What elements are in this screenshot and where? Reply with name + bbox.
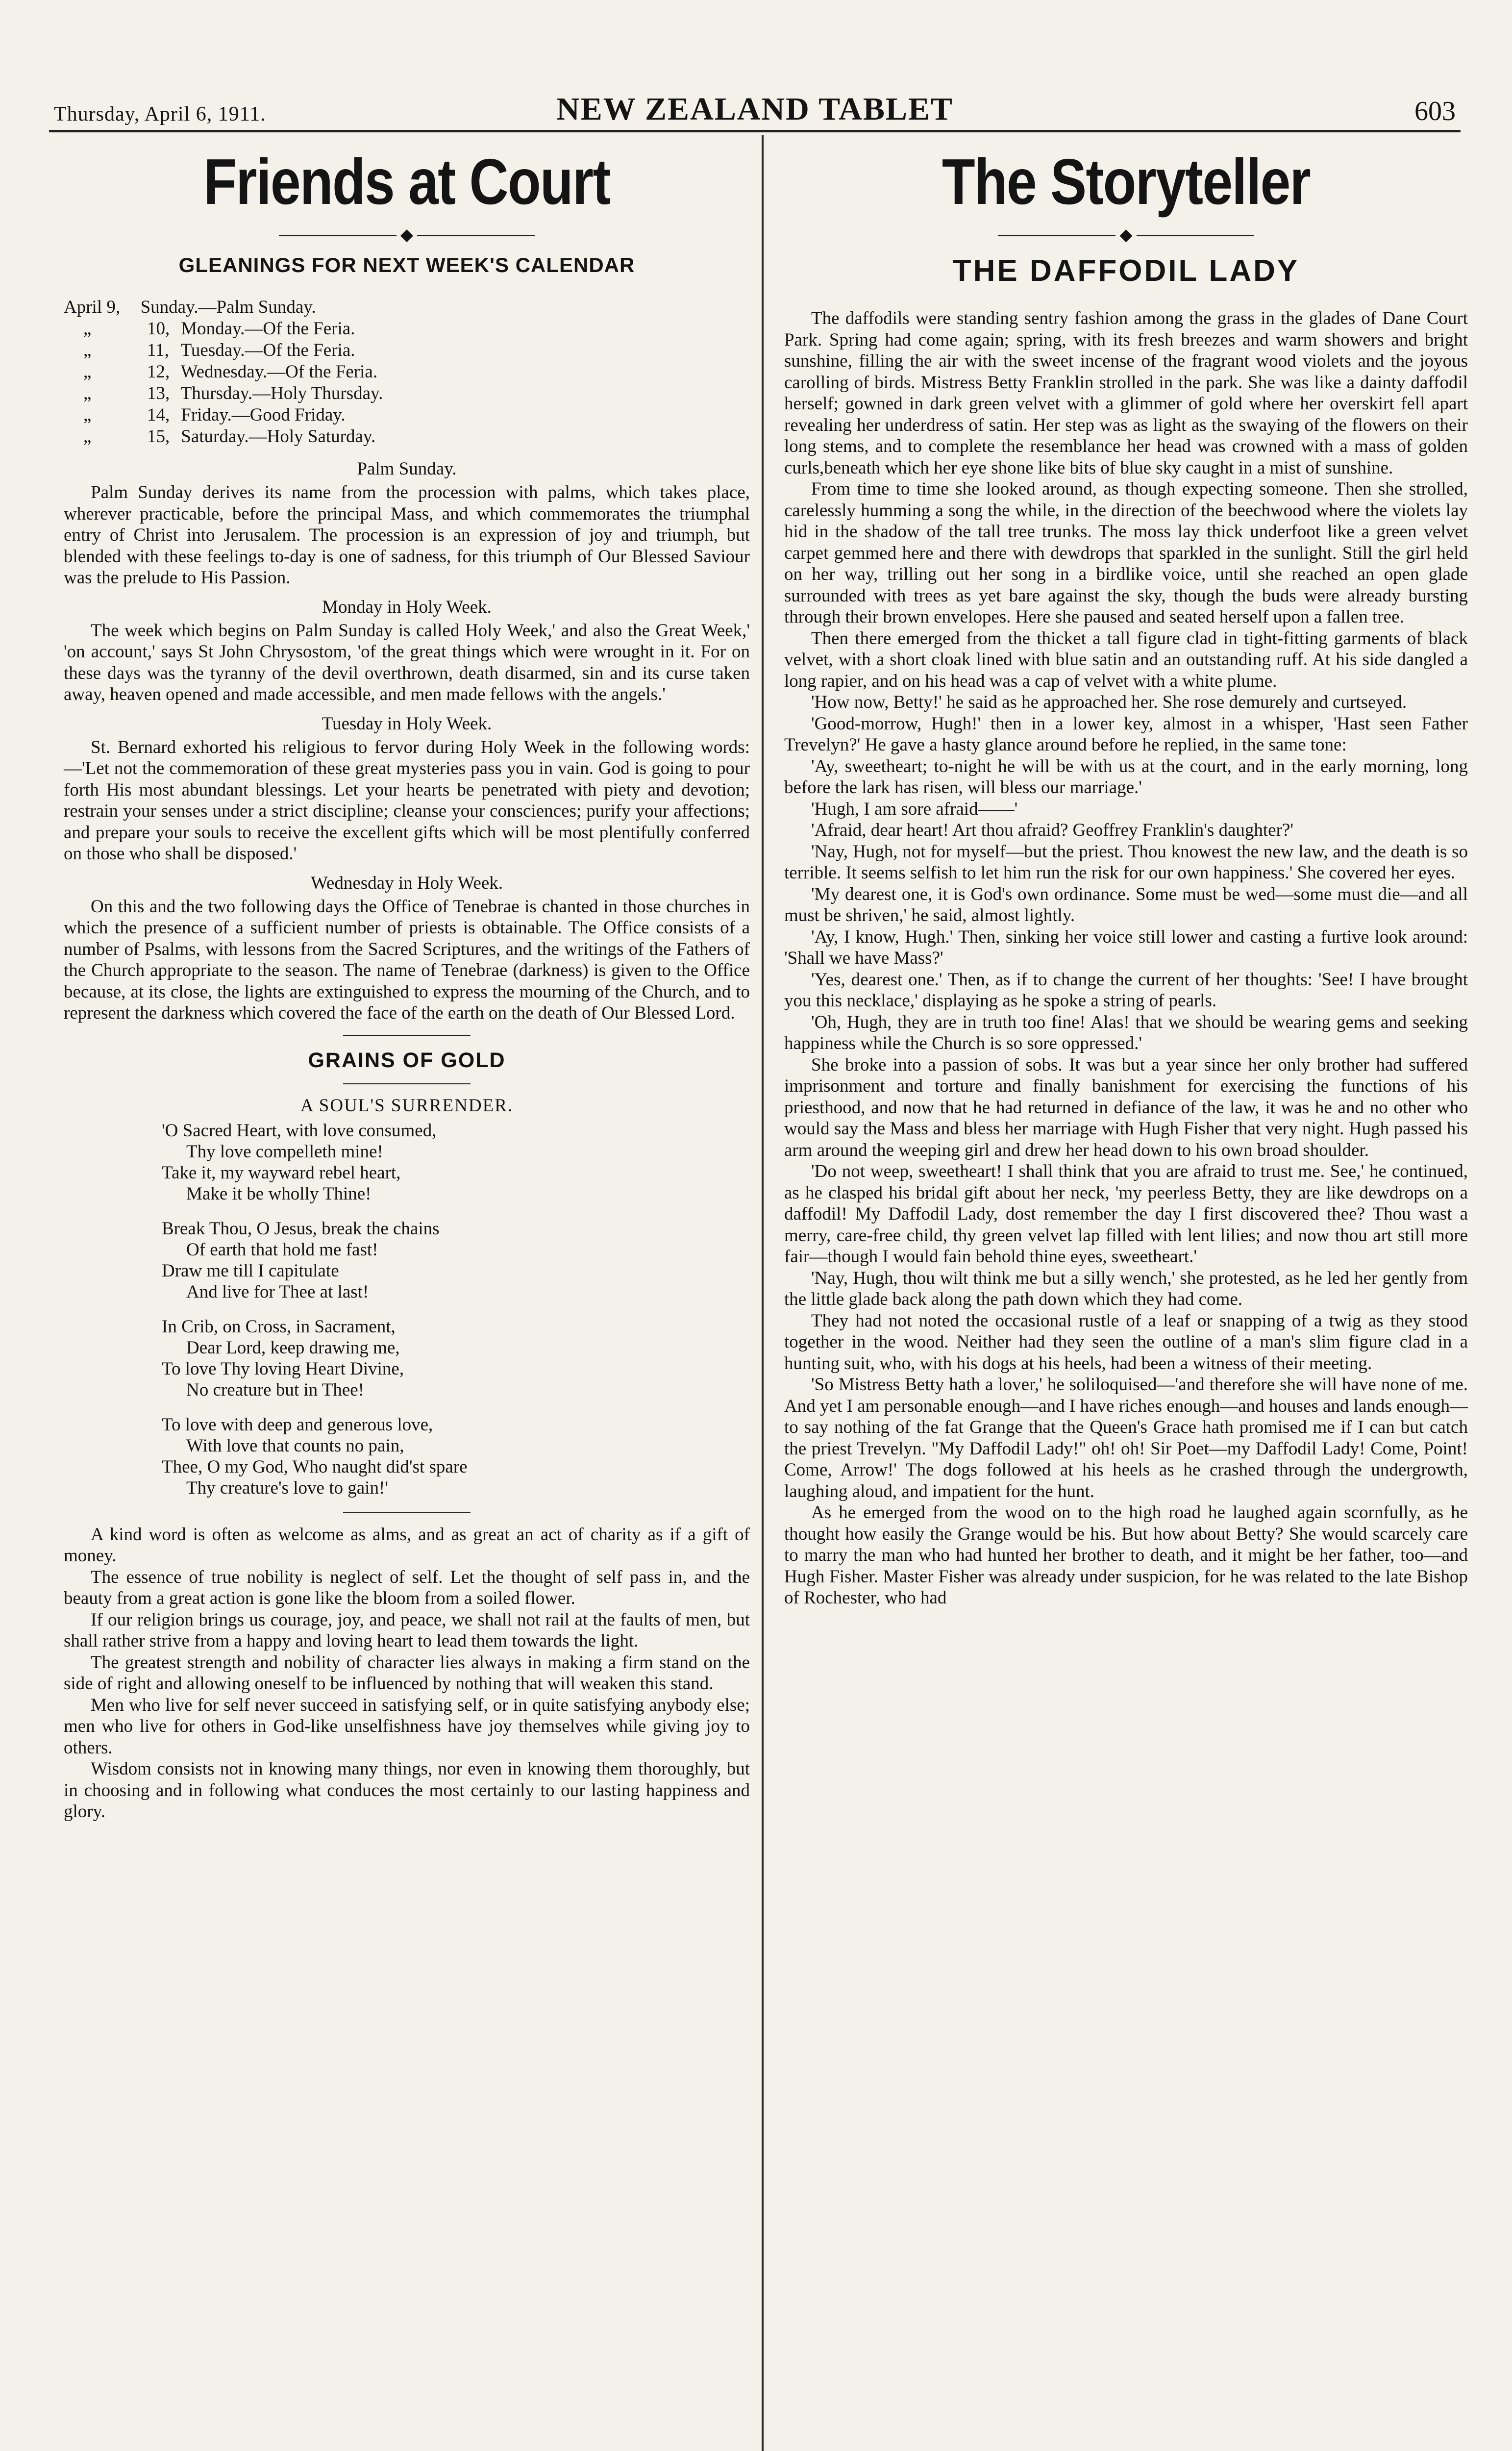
saying-paragraph: If our religion brings us courage, joy, and peace, we shall not rail at the faults of men, but shall rather strive from a happy and loving heart to lead them towards the light. <box>64 1609 750 1651</box>
calendar-list <box>64 297 750 448</box>
story-paragraph: 'Ay, sweetheart; to-night he will be with us at the court, and in the early morning, long before the lark has risen, will bless our marriage.' <box>784 756 1468 798</box>
story-paragraph: From time to time she looked around, as though expecting someone. Then she strolled, carelessly humming a song the while, in the direction of the beechwood where the violets lay hid in the shadow of the tall tree trunks. The moss lay thick underfoot like a green velvet carpet gemmed here and there with dewdrops that sparkled in the sunlight. Still the girl held on her way, trilling out her song in a birdlike voice, until she reached an open glade surrounded with trees as yet bare against the sky, though the buds were already bursting through their brown envelopes. Here she paused and seated herself upon a fallen tree. <box>784 479 1468 627</box>
calendar-text: Wednesday.—Of the Feria. <box>180 362 378 382</box>
poem-line: To love Thy loving Heart Divine, <box>162 1358 404 1379</box>
story-paragraph: 'My dearest one, it is God's own ordinance. Some must be wed—some must die—and all must be shriven,' he said, almost lightly. <box>784 884 1468 925</box>
calendar-row <box>64 361 750 383</box>
poem-line: Draw me till I capitulate <box>162 1260 339 1281</box>
calendar-text: Saturday.—Holy Saturday. <box>181 426 376 447</box>
poem-line: Take it, my wayward rebel heart, <box>162 1162 401 1183</box>
story-paragraph: 'How now, Betty!' he said as he approached her. She rose demurely and curtseyed. <box>811 692 1407 712</box>
section-body: On this and the two following days the Office of Tenebrae is chanted in those churches in which the presence of a sufficient number of priests is obtainable. The Office consists of a number of Psalms, with lessons from the Sacred Scriptures, and the writings of the Fathers of the Church appropriate to the season. The name of Tenebrae (darkness) is given to the Office because, at its close, the lights are extinguished to express the mourning of the Church, and to represent the darkness which covered the face of the earth on the death of Our Blessed Lord. <box>64 896 750 1023</box>
poem-line: To love with deep and generous love, <box>162 1414 433 1435</box>
saying-paragraph: Wisdom consists not in knowing many things, nor even in knowing them thoroughly, but in choosing and in following what conduces the most certainly to our lasting happiness and glory. <box>64 1759 750 1822</box>
story-paragraph: As he emerged from the wood on to the high road he laughed again scornfully, as he thought how easily the Grange would be his. But how about Betty? She would scarcely care to marry the man who had hunted her brother to death, and it might be her father, too—and Hugh Fisher. Master Fisher was already under suspicion, for he was related to the late Bishop of Rochester, who had <box>784 1502 1468 1608</box>
right-column <box>784 142 1468 1609</box>
section-heading: Tuesday in Holy Week. <box>322 713 492 734</box>
calendar-day: 11, <box>147 340 169 360</box>
calendar-prefix: „ <box>83 362 92 382</box>
calendar-prefix: April <box>64 297 102 317</box>
calendar-row <box>64 383 750 404</box>
section-heading: Wednesday in Holy Week. <box>310 873 503 893</box>
story-paragraph: 'Nay, Hugh, not for myself—but the priest. Thou knowest the new law, and the death is so terrible. It seems selfish to let him run the risk for our own happiness.' She covered her eyes. <box>784 841 1468 883</box>
poem-line: Thee, O my God, Who naught did'st spare <box>162 1456 468 1477</box>
calendar-day: 12, <box>147 362 170 382</box>
calendar-day: 10, <box>147 319 170 339</box>
saying-paragraph: Men who live for self never succeed in satisfying self, or in quite satisfying anybody else; men who live for others in God-like unselfishness have joy themselves while giving joy to others. <box>64 1695 750 1758</box>
calendar-text: Tuesday.—Of the Feria. <box>180 340 355 360</box>
story-paragraph: 'Nay, Hugh, thou wilt think me but a silly wench,' she protested, as he led her gently from the little glade back along the path down which they had come. <box>784 1268 1468 1309</box>
section-heading: Monday in Holy Week. <box>322 597 492 617</box>
poem-stanza <box>162 1120 750 1204</box>
poem-line: Break Thou, O Jesus, break the chains <box>162 1218 440 1239</box>
poem-title: A SOUL'S SURRENDER. <box>300 1095 514 1116</box>
section-body: The week which begins on Palm Sunday is called Holy Week,' and also the Great Week,' 'on account,' says St John Chrysostom, 'of the great things which were wrought in it. For on these days was the tyranny of the devil overthrown, death disarmed, sin and its curse taken away, heaven opened and made accessible, and men made fellows with the angels.' <box>64 620 750 704</box>
page-header <box>49 91 1461 132</box>
poem-line: Thy creature's love to gain!' <box>186 1477 388 1498</box>
calendar-text: Friday.—Good Friday. <box>181 405 346 425</box>
calendar-text: Sunday.—Palm Sunday. <box>140 297 316 317</box>
poem-stanza <box>162 1316 750 1401</box>
poem-line: With love that counts no pain, <box>186 1435 404 1456</box>
column-divider <box>762 135 764 2451</box>
poem-line: No creature but in Thee! <box>186 1379 364 1400</box>
poem-line: Dear Lord, keep drawing me, <box>186 1337 400 1358</box>
story-paragraph: She broke into a passion of sobs. It was but a year since her only brother had suffered imprisonment and torture and finally banishment for exercising the functions of his priesthood, and now that he had returned in defiance of the law, it was he and no other who would say the Mass and bless her marriage with Hugh Fisher that very night. Hugh passed his arm around the weeping girl and drew her head down to his own broad shoulder. <box>784 1054 1468 1160</box>
calendar-subtitle: GLEANINGS FOR NEXT WEEK'S CALENDAR <box>178 253 635 276</box>
poem-line: And live for Thee at last! <box>186 1281 369 1302</box>
story-paragraph: 'So Mistress Betty hath a lover,' he soliloquised—'and therefore she will have none of me. And yet I am personable enough—and I have riches enough—and houses and lands enough—to say nothing of the fat Grange that the Queen's Grace hath promised me if I can but catch the priest Trevelyn. "My Daffodil Lady!" oh! oh! Sir Poet—my Daffodil Lady! Come, Point! Come, Arrow!' The dogs followed at his heels as he crashed through the undergrowth, laughing aloud, and impatient for the hunt. <box>784 1375 1468 1501</box>
saying-paragraph: The greatest strength and nobility of character lies always in making a firm stand on the side of right and allowing oneself to be influenced by nothing that will weaken this stand. <box>64 1652 750 1694</box>
story-paragraph: The daffodils were standing sentry fashion among the grass in the glades of Dane Court Park. Spring had come again; spring, with its fresh breezes and warm showers and bright sunshine, filling the air with the sweet incense of the fragrant wood violets and the joyous carolling of birds. Mistress Betty Franklin strolled in the park. She was like a dainty daffodil herself; gowned in dark green velvet with a glimmer of gold where her overskirt fell apart revealing her underdress of satin. Her step was as light as the swaying of the flowers on their long stems, and to complete the resemblance her head was crowned with a mass of golden curls,beneath which her eye shone like bits of blue sky caught in a mist of sunshine. <box>784 308 1468 478</box>
story-paragraph: 'Afraid, dear heart! Art thou afraid? Geoffrey Franklin's daughter?' <box>811 820 1294 840</box>
calendar-day: 13, <box>147 383 170 403</box>
rule-divider <box>343 1083 471 1084</box>
calendar-row <box>64 426 750 448</box>
poem-line: 'O Sacred Heart, with love consumed, <box>162 1120 437 1141</box>
story-paragraph: 'Yes, dearest one.' Then, as if to change the current of her thoughts: 'See! I have brought you this necklace,' displaying as he spoke a string of pearls. <box>784 969 1468 1011</box>
saying-paragraph: The essence of true nobility is neglect of self. Let the thought of self pass in, and the beauty from a great action is gone like the bloom from a soiled flower. <box>64 1567 750 1608</box>
saying-paragraph: A kind word is often as welcome as alms, and as great an act of charity as if a gift of money. <box>64 1524 750 1566</box>
section-body: St. Bernard exhorted his religious to fervor during Holy Week in the following words:—'Let not the commemoration of these great mysteries pass you in vain. God is going to pour forth His most abundant blessings. Let your hearts be penetrated with piety and devotion; restrain your senses under a strict discipline; cleanse your consciences; purify your affections; and prepare your souls to receive the excellent gifts which will be most plentifully conferred on those who shall be disposed.' <box>64 737 750 864</box>
calendar-day: 15, <box>147 426 170 447</box>
grains-of-gold-heading: GRAINS OF GOLD <box>308 1048 506 1072</box>
story-paragraph: 'Good-morrow, Hugh!' then in a lower key, almost in a whisper, 'Hast seen Father Trevelyn?' He gave a hasty glance around before he replied, in the same tone: <box>784 713 1468 755</box>
calendar-prefix: „ <box>83 319 92 339</box>
page-number: 603 <box>1414 96 1456 126</box>
left-column <box>64 142 750 1823</box>
calendar-row <box>64 340 750 361</box>
poem-line: Of earth that hold me fast! <box>186 1239 378 1260</box>
story-title: THE DAFFODIL LADY <box>952 254 1300 288</box>
rule-divider <box>343 1035 471 1036</box>
poem-line: Thy love compelleth mine! <box>186 1141 383 1162</box>
calendar-text: Monday.—Of the Feria. <box>181 319 355 339</box>
poem <box>64 1120 750 1499</box>
calendar-row <box>64 404 750 426</box>
story-paragraph: Then there emerged from the thicket a tall figure clad in tight-fitting garments of black velvet, with a short cloak lined with blue satin and an outstanding ruff. At his side dangled a long rapier, and on his head was a cap of velvet with a white plume. <box>784 628 1468 691</box>
storyteller-title: The Storyteller <box>942 146 1311 218</box>
poem-stanza <box>162 1218 750 1302</box>
story-paragraph: 'Oh, Hugh, they are in truth too fine! Alas! that we should be wearing gems and seeking happiness while the Church is so sore oppressed.' <box>784 1012 1468 1053</box>
poem-line: In Crib, on Cross, in Sacrament, <box>162 1316 396 1337</box>
calendar-prefix: „ <box>83 426 92 447</box>
calendar-prefix: „ <box>83 383 92 403</box>
poem-stanza <box>162 1414 750 1499</box>
section-heading: Palm Sunday. <box>357 459 457 479</box>
calendar-prefix: „ <box>83 340 92 360</box>
section-body: Palm Sunday derives its name from the procession with palms, which takes place, wherever practicable, before the principal Mass, and which commemorates the triumphal entry of Christ into Jerusalem. The procession is an expression of joy and triumph, but blended with these feelings to-day is one of sadness, for this triumph of Our Blessed Saviour was the prelude to His Passion. <box>64 482 750 588</box>
ornament-divider: ◆ <box>64 226 750 244</box>
calendar-row <box>64 318 750 340</box>
calendar-text: Thursday.—Holy Thursday. <box>180 383 383 403</box>
story-paragraph: They had not noted the occasional rustle of a leaf or snapping of a twig as they stood together in the wood. Neither had they seen the outline of a man's slim figure clad in a hunting suit, who, with his dogs at his heels, had been a witness of their meeting. <box>784 1310 1468 1374</box>
calendar-prefix: „ <box>83 405 92 425</box>
story-paragraph: 'Hugh, I am sore afraid——' <box>811 799 1018 819</box>
story-paragraph: 'Do not weep, sweetheart! I shall think that you are afraid to trust me. See,' he continued, as he clasped his bridal gift about her neck, 'my peerless Betty, they are like dewdrops on a daffodil! My Daffodil Lady, dost remember the day I first discovered thee? Thou wast a merry, care-free child, thy green velvet lap filled with lent lilies; and now thou art still more fair—though I would fain behold thine eyes, sweetheart.' <box>784 1161 1468 1267</box>
calendar-day: 14, <box>147 405 170 425</box>
story-paragraph: 'Ay, I know, Hugh.' Then, sinking her voice still lower and casting a furtive look around: 'Shall we have Mass?' <box>784 926 1468 968</box>
calendar-day: 9, <box>106 297 121 317</box>
calendar-row <box>64 297 750 318</box>
newspaper-title: NEW ZEALAND TABLET <box>556 91 953 127</box>
rule-divider <box>343 1512 471 1513</box>
friends-at-court-title: Friends at Court <box>203 146 610 218</box>
issue-date: Thursday, April 6, 1911. <box>54 103 266 125</box>
ornament-divider: ◆ <box>784 226 1468 244</box>
poem-line: Make it be wholly Thine! <box>186 1183 372 1204</box>
